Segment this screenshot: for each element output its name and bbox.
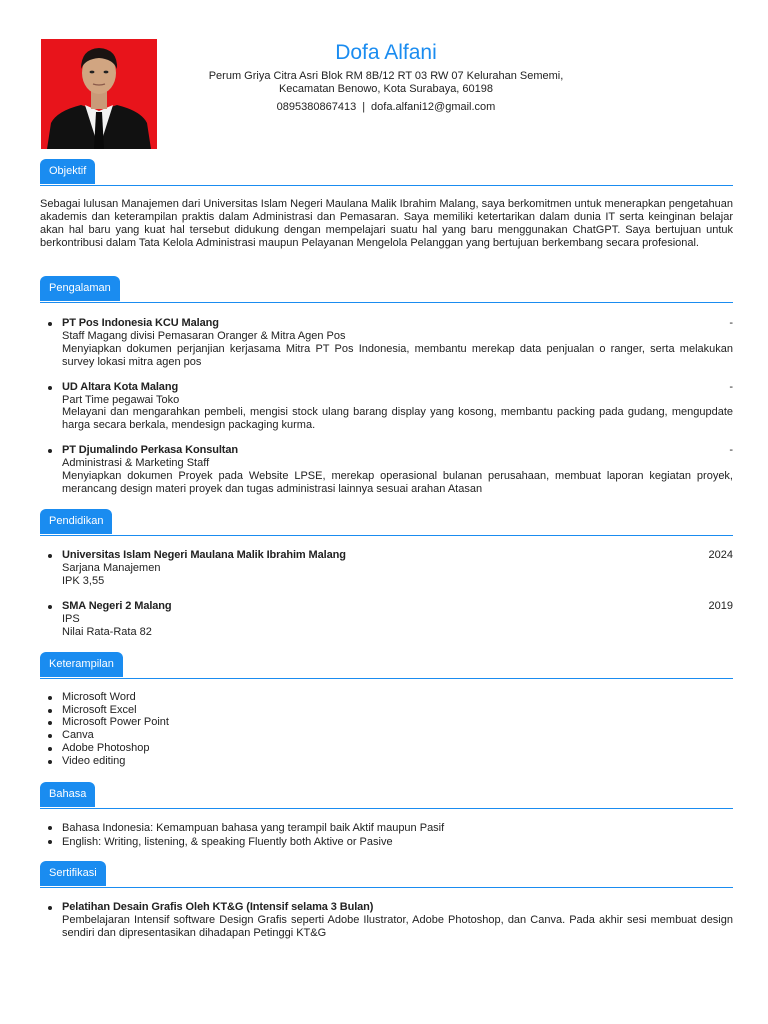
experience-list: [40, 317, 733, 496]
certification-list: [40, 901, 733, 940]
language-item: English: Writing, listening, & speaking Fluently both Aktive or Pasive: [40, 835, 733, 849]
experience-role: Administrasi & Marketing Staff: [62, 457, 210, 469]
section-divider: [40, 678, 733, 680]
education-school: SMA Negeri 2 Malang: [62, 600, 172, 612]
section-divider: [40, 887, 733, 889]
section-title-pengalaman: Pengalaman: [40, 276, 120, 301]
section-keterampilan: [40, 652, 733, 767]
experience-description: Menyiapkan dokumen perjanjian kerjasama Mitra PT Pos Indonesia, membantu merekap data penjualan o ranger, serta melakukan survey lokasi mitra agen pos: [62, 342, 733, 368]
certification-item: [40, 901, 733, 940]
experience-company: UD Altara Kota Malang: [62, 380, 179, 393]
education-list: [40, 549, 733, 638]
profile-photo-illustration: [41, 39, 157, 149]
section-divider: [40, 185, 733, 187]
education-year: 2019: [708, 600, 733, 612]
section-objektif: [40, 159, 733, 250]
experience-period: -: [729, 444, 733, 456]
contact-line: [170, 100, 602, 114]
education-school: Universitas Islam Negeri Maulana Malik Ibrahim Malang: [62, 549, 346, 561]
section-header: [40, 276, 733, 303]
experience-description: Melayani dan mengarahkan pembeli, mengisi stock ulang barang display yang kosong, membantu packing pada gudang, mengupdate harga secara berkala, mendesign packaging kurma.: [62, 406, 733, 431]
education-grade: Nilai Rata-Rata 82: [62, 625, 152, 638]
section-title-sertifikasi: Sertifikasi: [40, 861, 106, 886]
address-line-1: Perum Griya Citra Asri Blok RM 8B/12 RT 03 RW 07 Kelurahan Sememi,: [208, 70, 564, 82]
experience-item: [40, 381, 733, 433]
section-divider: [40, 808, 733, 810]
email-address: dofa.alfani12@gmail.com: [371, 101, 496, 113]
education-item: [40, 600, 733, 638]
education-degree: Sarjana Manajemen: [62, 562, 161, 574]
profile-photo: [41, 39, 157, 149]
section-sertifikasi: [40, 861, 733, 940]
skill-item: Video editing: [40, 755, 733, 768]
education-year: 2024: [708, 549, 733, 561]
candidate-name: Dofa Alfani: [335, 41, 437, 64]
contact-separator: |: [362, 101, 366, 113]
section-title-pendidikan: Pendidikan: [40, 509, 112, 534]
skill-item: Canva: [40, 729, 733, 742]
experience-description: Menyiapkan dokumen Proyek pada Website LPSE, merekap operasional bulanan perusahaan, membuat laporan kegiatan proyek, merancang design materi proyek dan tugas administrasi lainnya sesuai arahan Atasan: [62, 469, 733, 495]
section-header: [40, 652, 733, 679]
experience-company: PT Pos Indonesia KCU Malang: [62, 317, 219, 329]
skill-item: Microsoft Excel: [40, 704, 733, 717]
education-degree: IPS: [62, 613, 80, 625]
section-title-objektif: Objektif: [40, 159, 95, 184]
section-divider: [40, 535, 733, 537]
certification-name: Pelatihan Desain Grafis Oleh KT&G (Intensif selama 3 Bulan): [62, 901, 374, 913]
section-divider: [40, 302, 733, 304]
experience-period: -: [729, 317, 733, 329]
section-header: [40, 509, 733, 536]
objective-text: Sebagai lulusan Manajemen dari Universitas Islam Negeri Maulana Malik Ibrahim Malang, saya berkomitmen untuk menerapkan pengetahuan akademis dan keterampilan praktis dalam Administrasi dan Pemasaran. Saya memiliki ketertarikan dalam dunia IT serta keinginan belajar akan hal baru yang kuat hal tersebut didukung dengan mempelajari suatu hal yang baru menggunakan ChatGPT. Saya bertujuan untuk berkontribusi dalam Tata Kelola Administrasi maupun Pelayanan Mengelola Pelanggan yang bertujuan berkembang secara profesional.: [40, 198, 733, 249]
language-item: Bahasa Indonesia: Kemampuan bahasa yang terampil baik Aktif maupun Pasif: [40, 821, 733, 835]
experience-item: [40, 444, 733, 496]
experience-item: [40, 317, 733, 369]
section-bahasa: [40, 782, 733, 849]
section-pendidikan: [40, 509, 733, 638]
experience-role: Part Time pegawai Toko: [62, 393, 180, 406]
section-title-bahasa: Bahasa: [40, 782, 95, 807]
skill-item: Adobe Photoshop: [40, 742, 733, 755]
address-line-2: Kecamatan Benowo, Kota Surabaya, 60198: [278, 83, 494, 95]
section-header: [40, 782, 733, 809]
phone-number: 0895380867413: [276, 101, 357, 113]
experience-company: PT Djumalindo Perkasa Konsultan: [62, 444, 238, 456]
language-list: [40, 821, 733, 849]
certification-description: Pembelajaran Intensif software Design Grafis seperti Adobe Ilustrator, Adobe Photoshop, dan Canva. Pada akhir sesi membuat design sendiri dan dipresentasikan dihadapan Petinggi KT&G: [62, 914, 733, 939]
skill-item: Microsoft Power Point: [40, 716, 733, 729]
experience-period: -: [729, 380, 733, 393]
header-info: [170, 38, 602, 114]
education-grade: IPK 3,55: [62, 574, 105, 587]
section-header: [40, 159, 733, 186]
skill-item: Microsoft Word: [40, 691, 733, 704]
experience-role: Staff Magang divisi Pemasaran Oranger & Mitra Agen Pos: [62, 330, 346, 342]
skills-list: [40, 691, 733, 767]
section-header: [40, 861, 733, 888]
education-item: [40, 549, 733, 587]
section-title-keterampilan: Keterampilan: [40, 652, 123, 677]
section-pengalaman: [40, 276, 733, 496]
